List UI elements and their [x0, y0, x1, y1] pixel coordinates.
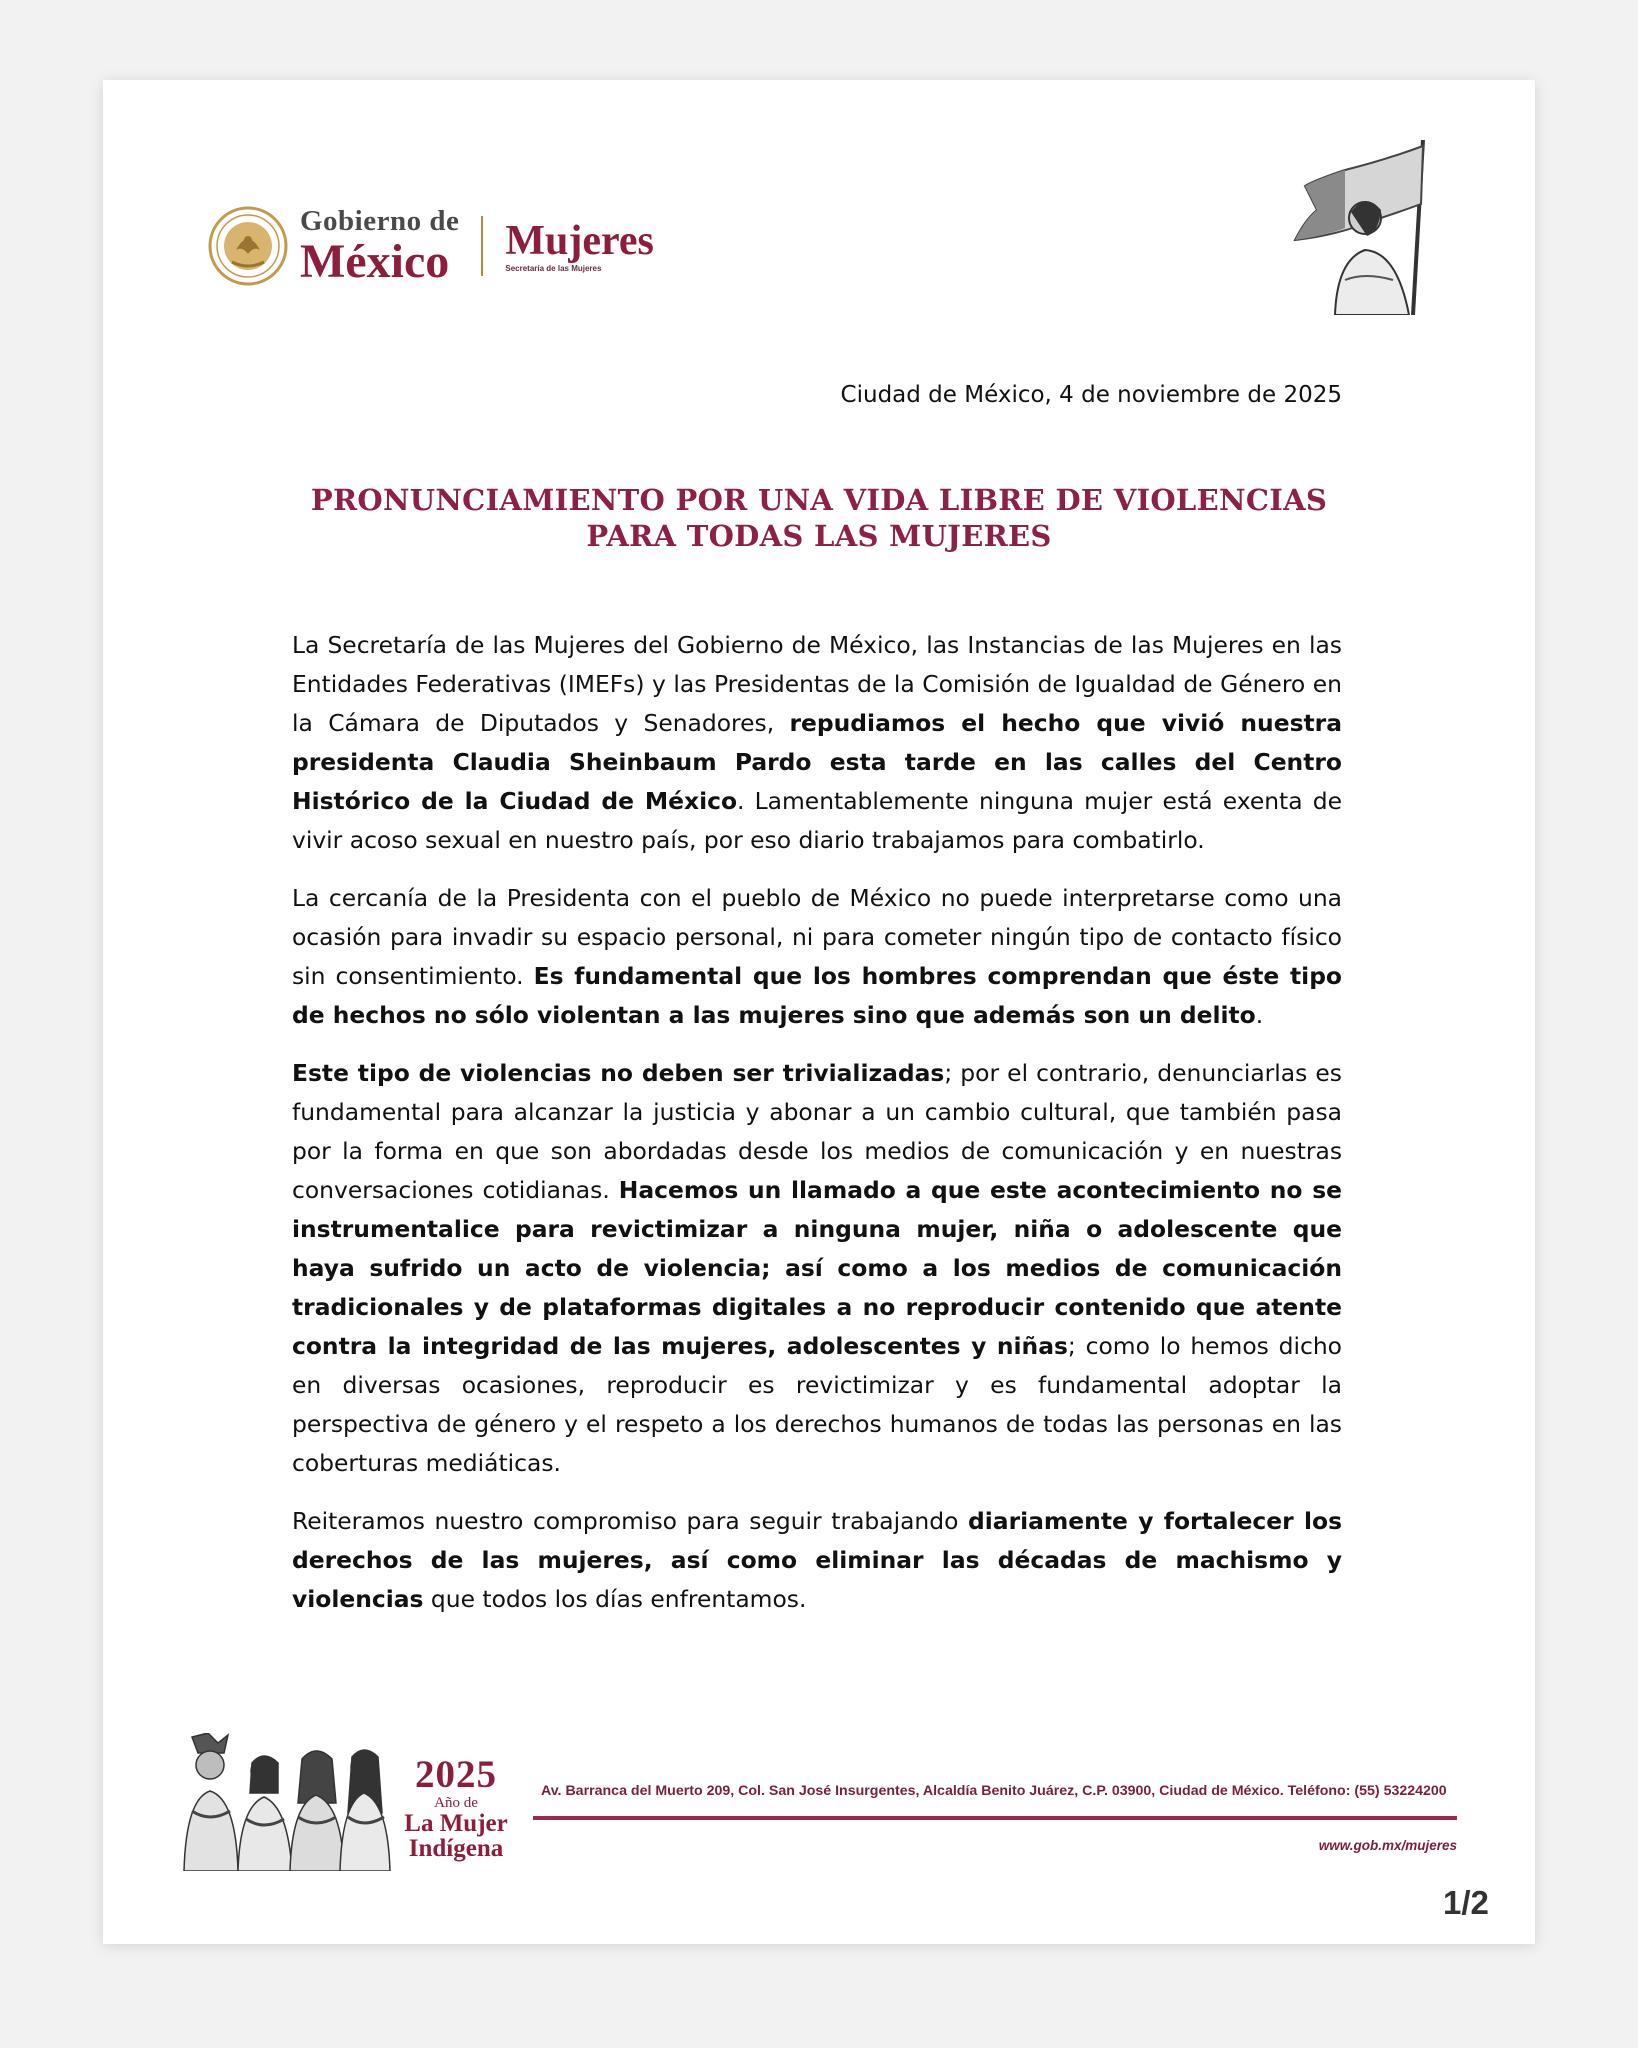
mujeres-sub-label: Secretaría de las Mujeres [505, 263, 602, 273]
document-date: Ciudad de México, 4 de noviembre de 2025 [840, 382, 1342, 408]
page-number: 1/2 [1443, 1884, 1489, 1921]
paragraph-3 [292, 1054, 1342, 1483]
title-line-1: PRONUNCIAMIENTO POR UNA VIDA LIBRE DE VIOLENCIAS [310, 483, 1328, 517]
document-title [203, 482, 1435, 554]
footer-address: Av. Barranca del Muerto 209, Col. San José Insurgentes, Alcaldía Benito Juárez, C.P. 03900, Ciudad de México. Teléfono: (55) 53224200 [541, 1783, 1447, 1799]
paragraph-2-bold: Es fundamental que los hombres comprendan que éste tipo de hechos no sólo violentan a las mujeres sino que además son un delito [292, 962, 1343, 1029]
paragraph-3-text-d: ; como lo hemos dicho en diversas ocasiones, reproducir es revictimizar y es fundamental adoptar la perspectiva de género y el respeto a los derechos humanos de todas las personas en las coberturas mediáticas. [292, 1332, 1342, 1477]
footer-divider [533, 1816, 1457, 1820]
paragraph-3-text-b: ; por el contrario, denunciarlas es fundamental para alcanzar la justicia y abonar a un cambio cultural, que también pasa por la forma en que son abordadas desde los medios de comunicación y en nuestras conversaciones cotidianas. [292, 1059, 1342, 1204]
woman-with-flag-illustration [1275, 140, 1445, 315]
paragraph-1 [292, 626, 1342, 860]
paragraph-2-text-a: La cercanía de la Presidenta con el pueblo de México no puede interpretarse como una ocasión para invadir su espacio personal, ni para cometer ningún tipo de contacto físico sin consentimiento. [292, 884, 1342, 990]
mujeres-label: Mujeres [505, 217, 654, 264]
year-number: 2025 [415, 1753, 497, 1796]
paragraph-1-bold: repudiamos el hecho que vivió nuestra presidenta Claudia Sheinbaum Pardo esta tarde en las calles del Centro Histórico de la Ciudad de México [292, 709, 1342, 815]
logo-divider [481, 216, 483, 276]
header-logo [208, 186, 654, 306]
document-body [292, 626, 1342, 1638]
paragraph-4-text-a: Reiteramos nuestro compromiso para seguir trabajando [292, 1507, 969, 1535]
indigenous-women-illustration [178, 1733, 393, 1871]
paragraph-2-text-c: . [1255, 1001, 1264, 1029]
paragraph-3-bold-c: Hacemos un llamado a que este acontecimiento no se instrumentalice para revictimizar a ninguna mujer, niña o adolescente que haya sufrido un acto de violencia; así como a los medios de comunicación tradicionales y de plataformas digitales a no reproducir contenido que atente contra la integridad de las mujeres, adolescentes y niñas [292, 1176, 1342, 1360]
title-line-2: PARA TODAS LAS MUJERES [586, 519, 1052, 553]
year-badge [401, 1755, 511, 1861]
paragraph-4 [292, 1502, 1342, 1619]
gobierno-label: Gobierno de [300, 204, 460, 237]
paragraph-1-text-a: La Secretaría de las Mujeres del Gobierno de México, las Instancias de las Mujeres en las Entidades Federativas (IMEFs) y las Presidentas de la Comisión de Igualdad de Género en la Cámara de Diputados y Senadores, [292, 631, 1342, 737]
footer-website-link[interactable]: www.gob.mx/mujeres [1318, 1838, 1457, 1853]
paragraph-4-text-c: que todos los días enfrentamos. [423, 1585, 807, 1613]
paragraph-4-bold: diariamente y fortalecer los derechos de las mujeres, así como eliminar las décadas de machismo y violencias [292, 1507, 1343, 1613]
year-sub-2: La Mujer [404, 1810, 508, 1837]
paragraph-3-bold-a: Este tipo de violencias no deben ser trivializadas [292, 1059, 945, 1087]
mexico-label: México [300, 234, 450, 288]
year-sub-3: Indígena [408, 1835, 504, 1862]
year-sub-1: Año de [434, 1795, 478, 1811]
document-page [103, 80, 1535, 1944]
coat-of-arms-icon [208, 206, 288, 286]
paragraph-2 [292, 879, 1342, 1035]
paragraph-1-text-c: . Lamentablemente ninguna mujer está exenta de vivir acoso sexual en nuestro país, por eso diario trabajamos para combatirlo. [292, 787, 1342, 854]
